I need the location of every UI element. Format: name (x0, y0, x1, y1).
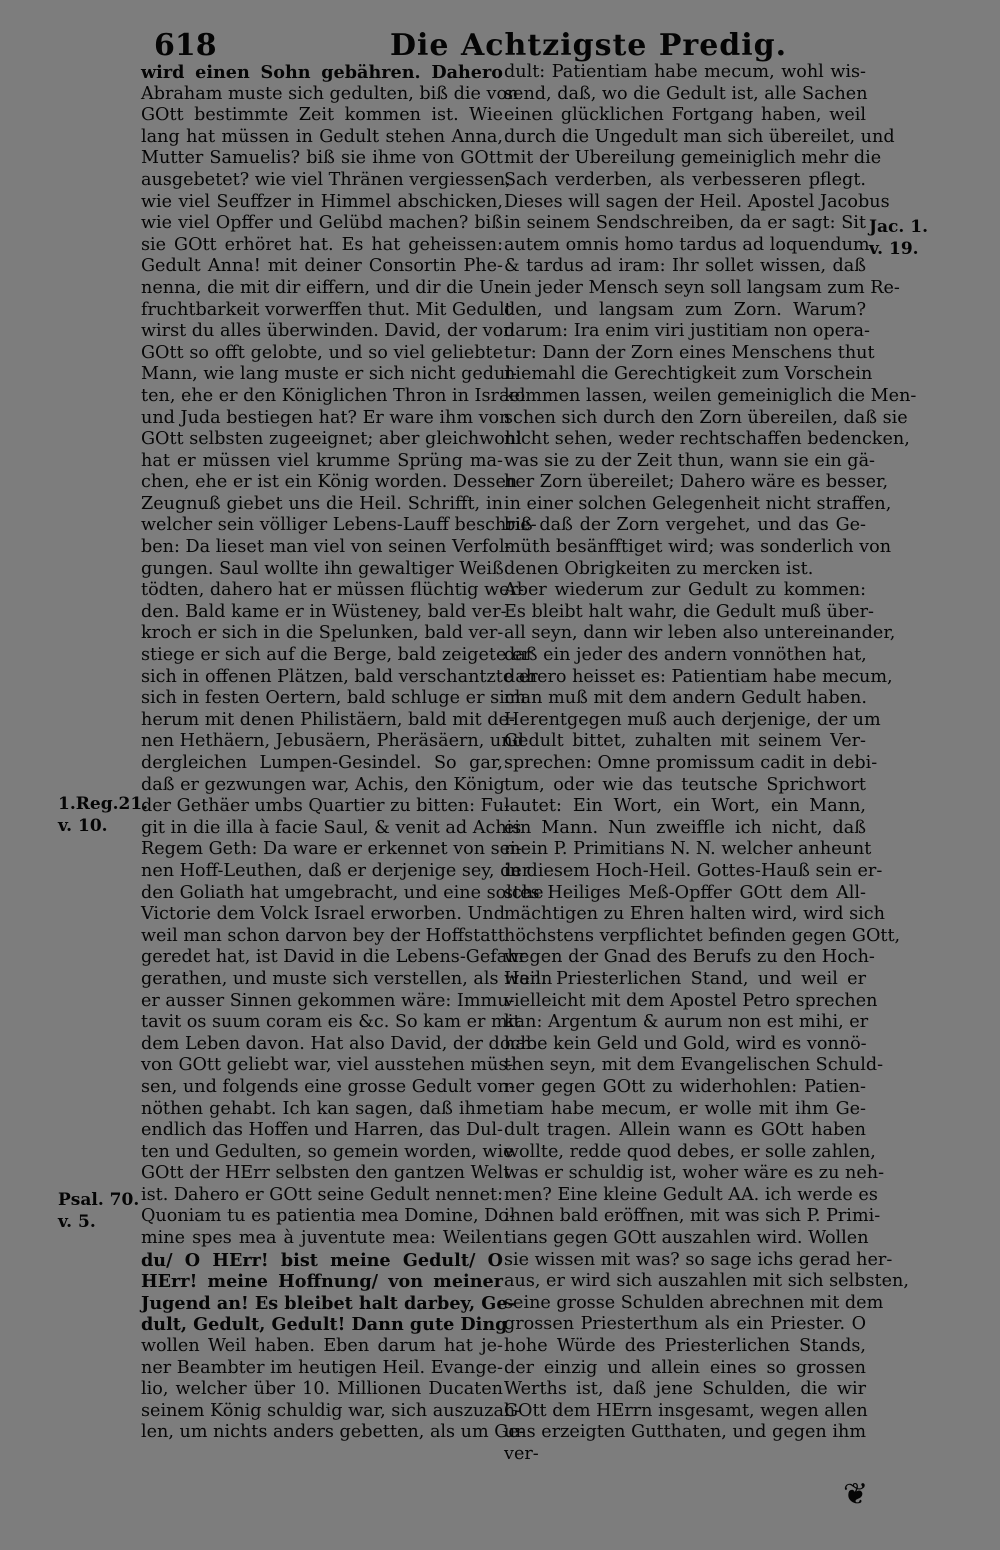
text-line: mein P. Primitians N. N. welcher anheunt (504, 839, 872, 860)
text-line: aus, er wird sich auszahlen mit sich selbsten, (504, 1271, 909, 1292)
text-line: einen glücklichen Fortgang haben, weil (504, 105, 866, 126)
text-line: wird einen Sohn gebähren. Dahero (141, 62, 503, 83)
text-line: ner Beambter im heutigen Heil. Evange- (141, 1357, 503, 1378)
text-line: hohe Würde des Priesterlichen Stands, (504, 1336, 866, 1357)
text-line: autem omnis homo tardus ad loquendum (504, 234, 870, 255)
text-line: daß er gezwungen war, Achis, den König (141, 774, 505, 795)
text-line: Sach verderben, als verbesseren pflegt. (504, 169, 866, 190)
text-line: habe kein Geld und Gold, wird es vonnö- (504, 1033, 867, 1054)
text-line: ver- (504, 1444, 539, 1464)
text-line: tavit os suum coram eis &c. So kam er mit (141, 1012, 521, 1033)
text-line: GOtt der HErr selbsten den gantzen Welt (141, 1163, 511, 1184)
left-text-column (141, 62, 553, 1444)
margin-note-1-reg (58, 794, 148, 837)
text-line: mit der Ubereilung gemeiniglich mehr die (504, 148, 882, 169)
text-line: sie wissen mit was? so sage ichs gerad her- (504, 1249, 893, 1270)
text-line: Victorie dem Volck Israel erworben. Und (141, 904, 505, 925)
text-line: HErr! meine Hoffnung/ von meiner (141, 1271, 503, 1293)
margin-note-line: v. 19. (869, 238, 919, 259)
text-line: dahero heisset es: Patientiam habe mecum, (504, 666, 893, 687)
text-line: in diesem Hoch-Heil. Gottes-Hauß sein er- (504, 860, 883, 881)
text-line: endlich das Hoffen und Harren, das Dul- (141, 1120, 503, 1141)
text-line: tians gegen GOtt auszahlen wird. Wollen (504, 1228, 869, 1249)
text-line: nöthen gehabt. Ich kan sagen, daß ihme (141, 1098, 503, 1119)
text-line: nen Hethäern, Jebusäern, Pheräsäern, und (141, 731, 524, 752)
text-line: hat er müssen viel krumme Sprüng ma- (141, 450, 503, 471)
text-line: ben: Da lieset man viel von seinen Verfol- (141, 537, 511, 558)
text-line: nenna, die mit dir eiffern, und dir die Un- (141, 277, 512, 298)
text-line: dergleichen Lumpen-Gesindel. So gar, (141, 753, 503, 773)
text-line: send, daß, wo die Gedult ist, alle Sachen (504, 83, 868, 104)
text-line: von GOtt geliebt war, viel ausstehen müs- (141, 1055, 514, 1076)
text-line: herum mit denen Philistäern, bald mit de- (141, 709, 515, 730)
text-line: sich in festen Oertern, bald schluge er sich (141, 688, 526, 709)
text-line: den. Bald kame er in Wüsteney, bald ver- (141, 601, 507, 622)
text-line: wirst du alles überwinden. David, der von (141, 321, 515, 342)
text-line: kroch er sich in die Spelunken, bald ver- (141, 623, 504, 644)
text-line: fruchtbarkeit vorwerffen thut. Mit Gedult (141, 299, 512, 320)
text-line: wollte, redde quod debes, er solle zahlen, (504, 1141, 876, 1162)
text-line: Regem Geth: Da ware er erkennet von sei- (141, 839, 522, 860)
text-line: sich in offenen Plätzen, bald verschantzte er (141, 666, 538, 687)
margin-note-line: 1.Reg.21. (58, 794, 149, 814)
text-line: GOtt dem HErrn insgesamt, wegen allen (504, 1400, 868, 1421)
text-line: her Zorn übereilet; Dahero wäre es besser, (504, 472, 889, 493)
text-line: was sie zu der Zeit thun, wann sie ein gä- (504, 450, 875, 471)
text-line: git in die illa à facie Saul, & venit ad Achis (141, 817, 522, 838)
text-line: Aber wiederum zur Gedult zu kommen: (504, 580, 866, 601)
text-line: kan: Argentum & aurum non est mihi, er (504, 1012, 869, 1033)
text-line: lang hat müssen in Gedult stehen Anna, (141, 126, 503, 147)
text-line: schen sich durch den Zorn übereilen, daß sie (504, 407, 908, 428)
text-line: dult, Gedult, Gedult! Dann gute Ding (141, 1314, 508, 1336)
text-line: vielleicht mit dem Apostel Petro sprechen (504, 990, 878, 1011)
text-line: GOtt so offt gelobte, und so viel geliebte (141, 342, 503, 363)
running-title: Die Achtzigste Predig. (390, 28, 788, 63)
text-line: welcher sein völliger Lebens-Lauff beschrie- (141, 515, 537, 536)
text-line: uns erzeigten Gutthaten, und gegen ihm (504, 1422, 866, 1443)
text-line: ist. Dahero er GOtt seine Gedult nennet: (141, 1184, 504, 1205)
text-line: Dieses will sagen der Heil. Apostel Jacobus (504, 191, 890, 212)
text-line: in seinem Sendschreiben, da er sagt: Sit (504, 213, 866, 234)
text-line: tum, oder wie das teutsche Sprichwort (504, 774, 866, 795)
text-line: Mann, wie lang muste er sich nicht gedul- (141, 364, 517, 385)
text-line: in einer solchen Gelegenheit nicht straffen, (504, 493, 892, 514)
text-line: wollen Weil haben. Eben darum hat je- (141, 1336, 503, 1357)
text-line: dult: Patientiam habe mecum, wohl wis- (504, 62, 866, 82)
text-line: geredet hat, ist David in die Lebens-Gefahr (141, 947, 527, 968)
text-line: der einzig und allein eines so grossen (504, 1357, 866, 1378)
text-line: sie GOtt erhöret hat. Es hat geheissen: (141, 234, 503, 255)
text-line: daß ein jeder des andern vonnöthen hat, (504, 645, 867, 666)
margin-note-jac (869, 217, 928, 260)
text-line: Mutter Samuelis? biß sie ihme von GOtt (141, 148, 503, 169)
margin-note-psal (58, 1190, 139, 1233)
text-line: man muß mit dem andern Gedult haben. (504, 688, 867, 709)
text-line: stes Heiliges Meß-Opffer GOtt dem All- (504, 882, 866, 903)
text-line: Abraham muste sich gedulten, biß die von (141, 83, 519, 104)
text-line: weil man schon darvon bey der Hoffstatt (141, 925, 505, 946)
text-line: mine spes mea à juventute mea: Weilen (141, 1228, 503, 1249)
text-line: Es bleibt halt wahr, die Gedult muß über- (504, 601, 874, 622)
text-line: men? Eine kleine Gedult AA. ich werde es (504, 1184, 878, 1205)
text-line: lautet: Ein Wort, ein Wort, ein Mann, (504, 796, 866, 817)
text-line: biß daß der Zorn vergehet, und das Ge- (504, 515, 866, 536)
text-line: all seyn, dann wir leben also untereinander, (504, 623, 896, 644)
text-line: ihnen bald eröffnen, mit was sich P. Primi- (504, 1206, 881, 1227)
margin-note-line: v. 5. (58, 1211, 96, 1232)
text-line: durch die Ungedult man sich übereilet, und (504, 126, 895, 147)
text-line: gerathen, und muste sich verstellen, als wann (141, 968, 553, 989)
text-line: grossen Priesterthum als ein Priester. O (504, 1314, 866, 1335)
text-line: tiam habe mecum, er wolle mit ihm Ge- (504, 1098, 866, 1119)
text-line: nicht sehen, weder rechtschaffen bedencken, (504, 429, 910, 450)
text-line: du/ O HErr! bist meine Gedult/ O (141, 1249, 503, 1271)
text-line: ein Mann. Nun zweiffle ich nicht, daß (504, 817, 866, 838)
text-line: mächtigen zu Ehren halten wird, wird sich (504, 904, 885, 925)
text-line: sprechen: Omne promissum cadit in debi- (504, 753, 878, 773)
text-line: ten, ehe er den Königlichen Thron in Israel (141, 385, 526, 406)
text-line: niemahl die Gerechtigkeit zum Vorschein (504, 364, 873, 385)
text-line: wie viel Seuffzer in Himmel abschicken, (141, 191, 503, 212)
text-line: Werths ist, daß jene Schulden, die wir (504, 1379, 866, 1400)
page-number: 618 (154, 28, 217, 63)
text-line: & tardus ad iram: Ihr sollet wissen, daß (504, 256, 866, 277)
margin-note-line: v. 10. (58, 815, 108, 836)
text-line: len, um nichts anders gebetten, als um Ge- (141, 1422, 525, 1443)
margin-note-line: Psal. 70. (58, 1190, 140, 1210)
text-line: wie viel Opffer und Gelübd machen? biß (141, 213, 503, 234)
text-line: dult tragen. Allein wann es GOtt haben (504, 1120, 866, 1141)
text-line: sen, und folgends eine grosse Gedult von- (141, 1076, 515, 1097)
text-line: ausgebetet? wie viel Thränen vergiessen, (141, 169, 511, 190)
text-line: ten und Gedulten, so gemein worden, wie (141, 1141, 514, 1162)
text-line: Gedult Anna! mit deiner Consortin Phe- (141, 256, 503, 277)
text-line: wegen der Gnad des Berufs zu den Hoch- (504, 947, 875, 968)
text-line: ein jeder Mensch seyn soll langsam zum Re- (504, 277, 900, 298)
text-line: stiege er sich auf die Berge, bald zeigete er (141, 645, 531, 666)
text-line: gungen. Saul wollte ihn gewaltiger Weiß (141, 558, 504, 579)
text-line: GOtt bestimmte Zeit kommen ist. Wie (141, 105, 503, 126)
margin-note-line: Jac. 1. (869, 217, 928, 237)
text-line: nen Hoff-Leuthen, daß er derjenige sey, der (141, 860, 531, 881)
text-line: dem Leben davon. Hat also David, der doch (141, 1033, 532, 1054)
text-line: denen Obrigkeiten zu mercken ist. (504, 558, 814, 579)
text-line: lio, welcher über 10. Millionen Ducaten (141, 1379, 503, 1400)
text-line: kommen lassen, weilen gemeiniglich die Men- (504, 385, 917, 406)
text-line: chen, ehe er ist ein König worden. Dessen (141, 472, 518, 493)
text-line: Herentgegen muß auch derjenige, der um (504, 709, 881, 730)
ornament-icon: ❦ (843, 1477, 869, 1512)
text-line: höchstens verpflichtet befinden gegen GOtt, (504, 925, 901, 946)
text-line: seinem König schuldig war, sich auszuzah- (141, 1400, 522, 1421)
text-line: müth besänfftiget wird; was sonderlich von (504, 537, 892, 558)
text-line: Gedult bittet, zuhalten mit seinem Ver- (504, 731, 866, 752)
text-line: darum: Ira enim viri justitiam non opera- (504, 321, 870, 342)
text-line: Heil. Priesterlichen Stand, und weil er (504, 968, 866, 989)
text-line: tur: Dann der Zorn eines Menschens thut (504, 342, 875, 363)
text-line: ner gegen GOtt zu widerhohlen: Patien- (504, 1076, 866, 1097)
text-line: tödten, dahero hat er müssen flüchtig wer- (141, 580, 524, 601)
text-line: was er schuldig ist, woher wäre es zu neh- (504, 1163, 885, 1184)
text-line: den, und langsam zum Zorn. Warum? (504, 299, 866, 320)
text-line: then seyn, mit dem Evangelischen Schuld- (504, 1055, 884, 1076)
text-line: und Juda bestiegen hat? Er ware ihm von (141, 407, 511, 428)
text-line: Jugend an! Es bleibet halt darbey, Ge- (141, 1292, 515, 1314)
text-line: er ausser Sinnen gekommen wäre: Immu- (141, 990, 515, 1011)
text-line: den Goliath hat umgebracht, und eine solche (141, 882, 544, 903)
text-line: der Gethäer umbs Quartier zu bitten: Fu- (141, 796, 511, 817)
text-line: seine grosse Schulden abrechnen mit dem (504, 1292, 884, 1313)
text-line: GOtt selbsten zugeeignet; aber gleichwohl (141, 429, 522, 450)
text-line: Zeugnuß giebet uns die Heil. Schrifft, in (141, 493, 503, 514)
text-line: Quoniam tu es patientia mea Domine, Do- (141, 1206, 515, 1227)
